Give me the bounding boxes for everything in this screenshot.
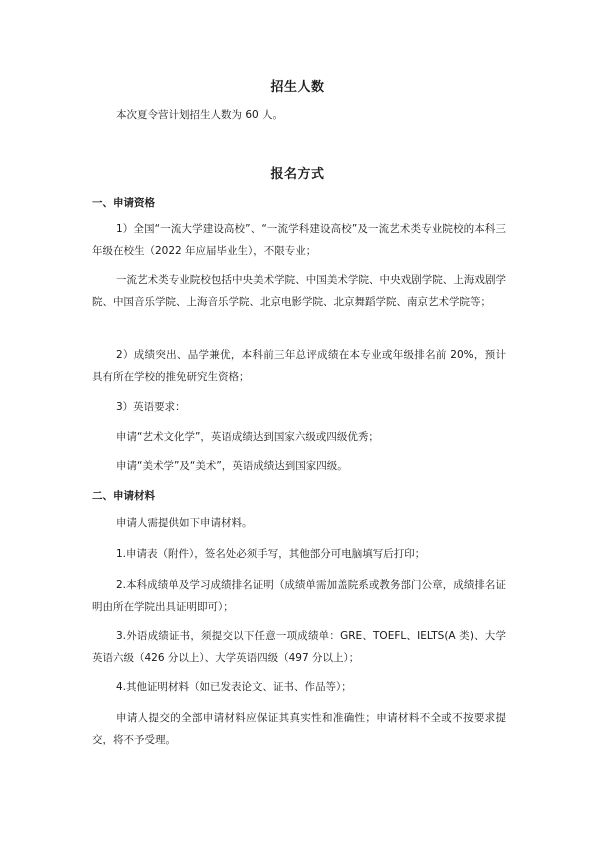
material-item-2: 2.本科成绩单及学习成绩排名证明（成绩单需加盖院系或教务部门公章，成绩排名证明由所在学院出具证明即可）； [92, 579, 506, 613]
heading-apply-method: 报名方式 [270, 167, 325, 182]
materials-intro: 申请人需提供如下申请材料。 [116, 517, 253, 529]
enrollment-text: 本次夏令营计划招生人数为 60 人。 [116, 109, 284, 121]
material-item-4: 4.其他证明材料（如已发表论文、证书、作品等）； [116, 681, 352, 693]
english-req-art-culture: 申请“艺术文化学”，英语成绩达到国家六级或四级优秀； [116, 431, 379, 443]
eligibility-item-1: 1）全国“一流大学建设高校”、“一流学科建设高校”及一流艺术类专业院校的本科三年级在校生（2022 年应届毕业生），不限专业； [92, 223, 506, 257]
section-eligibility-heading: 一、申请资格 [92, 197, 155, 209]
eligibility-item-2: 2）成绩突出、品学兼优，本科前三年总评成绩在本专业或年级排名前 20%，预计具有所在学校的推免研究生资格； [92, 349, 506, 383]
eligibility-art-schools: 一流艺术类专业院校包括中央美术学院、中国美术学院、中央戏剧学院、上海戏剧学院、中国音乐学院、上海音乐学院、北京电影学院、北京舞蹈学院、南京艺术学院等； [92, 274, 506, 308]
material-item-3: 3.外语成绩证书，须提交以下任意一项成绩单：GRE、TOEFL、IELTS(A 类)、大学英语六级（426 分以上）、大学英语四级（497 分以上）； [92, 630, 506, 664]
material-item-1: 1.申请表（附件），签名处必须手写，其他部分可电脑填写后打印； [116, 548, 426, 560]
english-req-fine-arts: 申请“美术学”及“美术”，英语成绩达到国家四级。 [116, 460, 348, 472]
heading-enrollment: 招生人数 [270, 80, 325, 95]
eligibility-item-3: 3）英语要求： [116, 401, 186, 413]
section-materials-heading: 二、申请材料 [92, 490, 155, 502]
materials-authenticity-note: 申请人提交的全部申请材料应保证其真实性和准确性；申请材料不全或不按要求提交，将不予受理。 [92, 712, 506, 746]
